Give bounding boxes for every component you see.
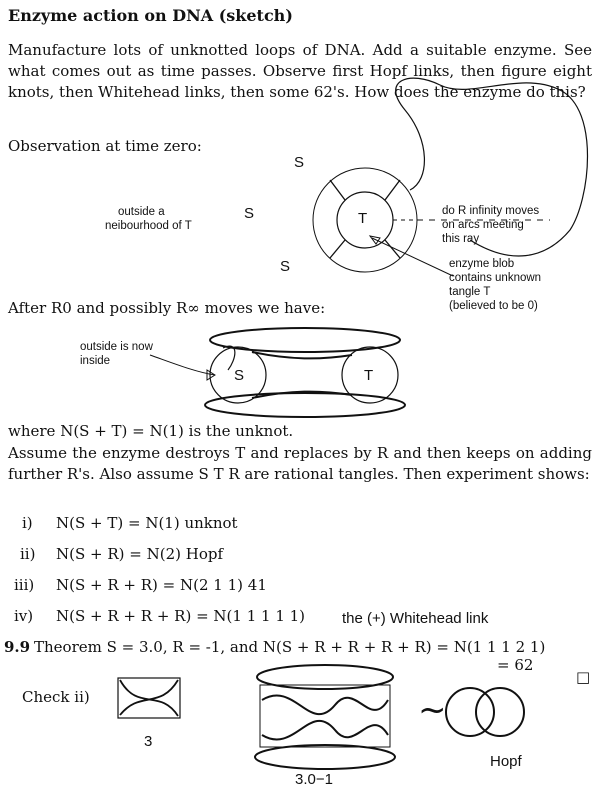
diagram2-t: T	[364, 367, 374, 384]
label-s-top: S	[294, 154, 305, 171]
tangle-3-box	[118, 678, 180, 718]
label-hopf: Hopf	[490, 753, 522, 770]
neighbourhood-label: neibourhood of T	[105, 220, 192, 232]
label-t: T	[358, 210, 368, 227]
theorem-text: Theorem S = 3.0, R = -1, and N(S + R + R + R + R) = N(1 1 1 2 1)	[34, 638, 546, 656]
item-3-text: N(S + R + R) = N(2 1 1) 41	[56, 576, 267, 594]
item-1-num: i)	[22, 514, 33, 532]
whitehead-label: the (+) Whitehead link	[342, 610, 489, 627]
theorem-number: 9.9	[4, 638, 31, 656]
blob-line2: contains unknown	[449, 272, 542, 284]
blob-line1: enzyme blob	[449, 258, 515, 270]
assume-paragraph: Assume the enzyme destroys T and replaces by R and then keeps on adding further R's. Also assume S T R are rational tangles. Then experiment shows:	[8, 444, 592, 483]
outside-now-line2: inside	[80, 355, 111, 367]
where-line: where N(S + T) = N(1) is the unknot.	[8, 422, 294, 440]
r-infinity-line2: on arcs meeting	[442, 219, 524, 231]
item-3-num: iii)	[14, 576, 35, 594]
outside-a-label: outside a	[118, 206, 165, 218]
item-1-text: N(S + T) = N(1) unknot	[56, 514, 238, 532]
r-infinity-line3: this ray	[442, 233, 480, 245]
intro-paragraph: Manufacture lots of unknotted loops of DNA. Add a suitable enzyme. See what comes out as time passes. Observe first Hopf links, then figure eight knots, then Whitehead links, then some 62's. How does the enzyme do this?	[8, 41, 592, 101]
outside-now-line1: outside is now	[80, 341, 153, 353]
blob-line3: tangle T	[449, 286, 491, 298]
item-2-num: ii)	[20, 545, 36, 563]
label-s-bottom: S	[280, 258, 291, 275]
r-infinity-line1: do R infinity moves	[442, 205, 540, 217]
hopf-circle-right	[476, 688, 524, 736]
diagram2-s: S	[234, 367, 245, 384]
observation-label: Observation at time zero:	[8, 137, 202, 155]
after-moves-label: After R0 and possibly R∞ moves we have:	[8, 299, 326, 317]
check-label: Check ii)	[22, 688, 90, 706]
theorem-equals: = 62	[497, 656, 534, 674]
hopf-circle-left	[446, 688, 494, 736]
item-2-text: N(S + R) = N(2) Hopf	[56, 545, 224, 563]
page-title: Enzyme action on DNA (sketch)	[8, 6, 293, 25]
item-4-num: iv)	[14, 607, 34, 625]
label-3: 3	[144, 733, 153, 750]
qed-box: □	[576, 668, 591, 686]
item-4-text: N(S + R + R + R) = N(1 1 1 1 1)	[56, 607, 306, 625]
label-s-mid: S	[244, 205, 255, 222]
tilde-symbol: ~	[418, 690, 447, 730]
blob-line4: (believed to be 0)	[449, 300, 538, 312]
label-3-0-minus-1: 3.0−1	[295, 771, 333, 788]
